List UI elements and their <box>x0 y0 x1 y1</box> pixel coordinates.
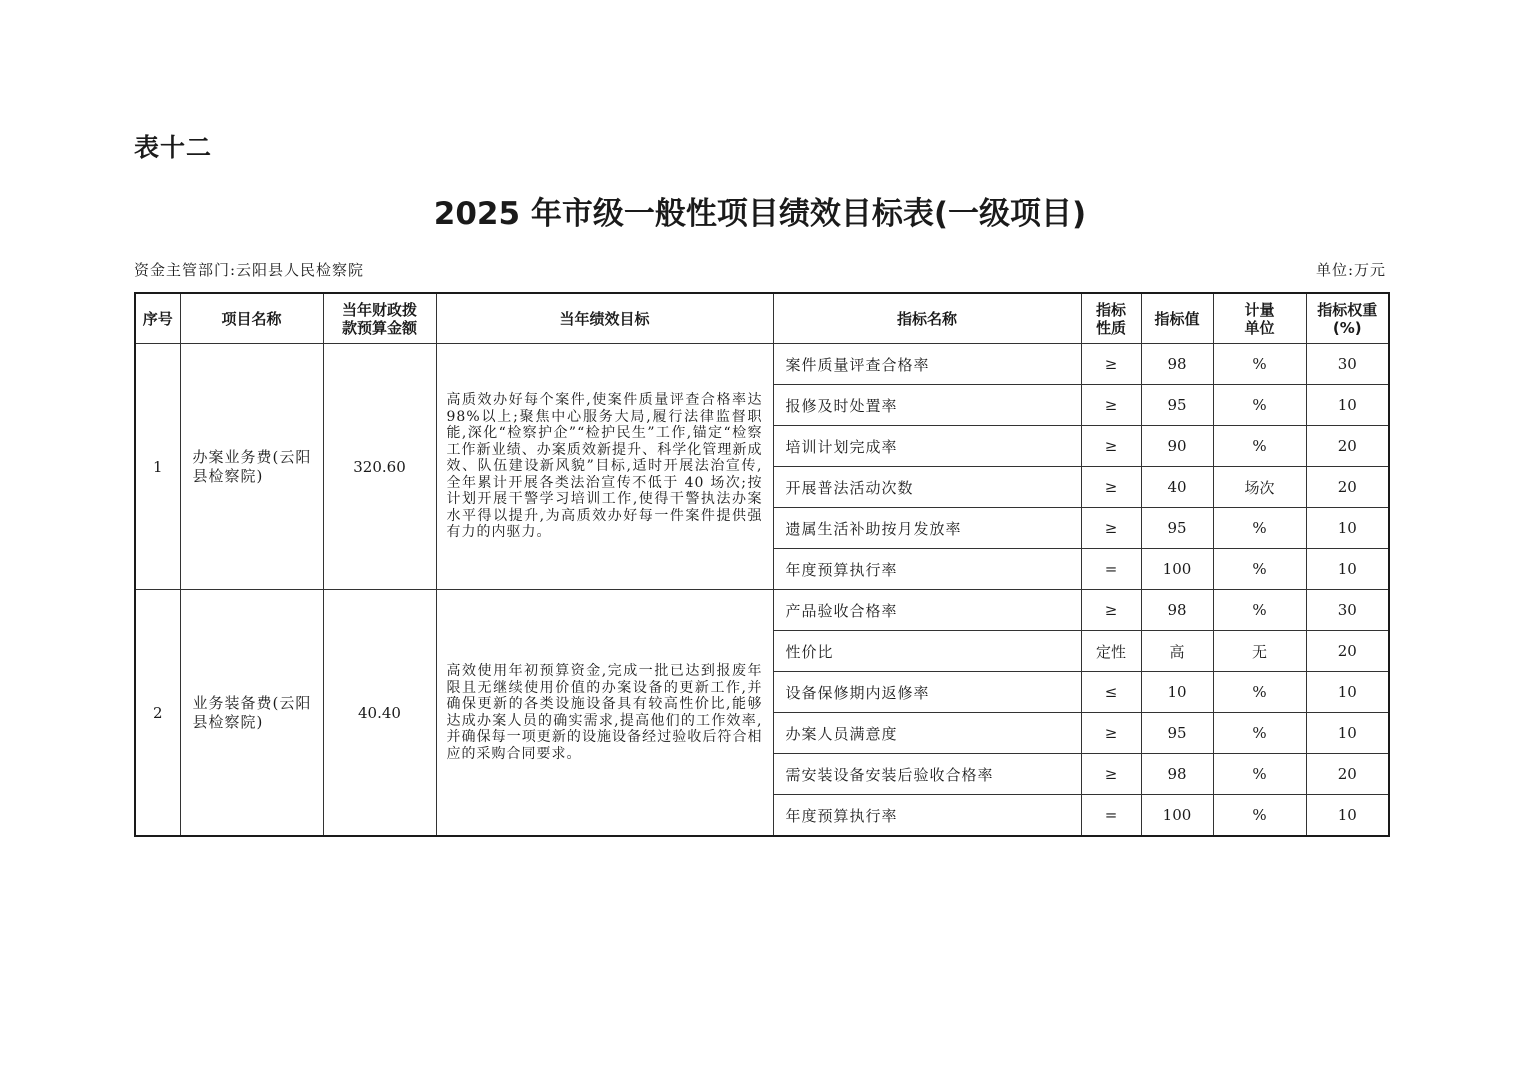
indicator-unit: % <box>1213 754 1306 795</box>
indicator-nature: ≥ <box>1081 508 1141 549</box>
indicator-nature: 定性 <box>1081 631 1141 672</box>
indicator-nature: ≥ <box>1081 590 1141 631</box>
indicator-name: 开展普法活动次数 <box>773 467 1081 508</box>
header-indicator-value: 指标值 <box>1141 293 1213 344</box>
indicator-name: 设备保修期内返修率 <box>773 672 1081 713</box>
indicator-value: 100 <box>1141 795 1213 837</box>
indicator-value: 95 <box>1141 385 1213 426</box>
indicator-nature: ≥ <box>1081 754 1141 795</box>
indicator-value: 高 <box>1141 631 1213 672</box>
indicator-unit: % <box>1213 713 1306 754</box>
indicator-weight: 10 <box>1306 508 1389 549</box>
header-indicator-name: 指标名称 <box>773 293 1081 344</box>
table-row <box>135 344 1389 385</box>
currency-unit: 单位:万元 <box>1315 261 1386 279</box>
header-goal: 当年绩效目标 <box>436 293 773 344</box>
indicator-nature: ≥ <box>1081 385 1141 426</box>
indicator-unit: % <box>1213 795 1306 837</box>
indicator-weight: 20 <box>1306 631 1389 672</box>
indicator-nature: ≤ <box>1081 672 1141 713</box>
indicator-unit: % <box>1213 385 1306 426</box>
indicator-unit: % <box>1213 426 1306 467</box>
indicator-weight: 10 <box>1306 549 1389 590</box>
indicator-name: 年度预算执行率 <box>773 795 1081 837</box>
indicator-nature: ≥ <box>1081 426 1141 467</box>
funding-department: 资金主管部门:云阳县人民检察院 <box>134 261 365 279</box>
project-name: 业务装备费(云阳县检察院) <box>180 590 323 837</box>
project-seq: 1 <box>135 344 180 590</box>
indicator-weight: 30 <box>1306 344 1389 385</box>
project-goal: 高效使用年初预算资金,完成一批已达到报废年限且无继续使用价值的办案设备的更新工作,并确保更新的各类设施设备具有较高性价比,能够达成办案人员的确实需求,提高他们的工作效率,并确保每一项更新的设施设备经过验收后符合相应的采购合同要求。 <box>436 590 773 837</box>
indicator-unit: % <box>1213 344 1306 385</box>
indicator-name: 需安装设备安装后验收合格率 <box>773 754 1081 795</box>
indicator-name: 年度预算执行率 <box>773 549 1081 590</box>
indicator-weight: 10 <box>1306 713 1389 754</box>
indicator-value: 95 <box>1141 508 1213 549</box>
document-title: 2025 年市级一般性项目绩效目标表(一级项目) <box>433 196 1087 232</box>
indicator-nature: ≥ <box>1081 713 1141 754</box>
header-row <box>135 293 1389 344</box>
indicator-name: 报修及时处置率 <box>773 385 1081 426</box>
header-budget: 当年财政拨 款预算金额 <box>323 293 436 344</box>
indicator-value: 40 <box>1141 467 1213 508</box>
indicator-unit: 无 <box>1213 631 1306 672</box>
header-weight: 指标权重 (%) <box>1306 293 1389 344</box>
project-budget: 40.40 <box>323 590 436 837</box>
indicator-name: 性价比 <box>773 631 1081 672</box>
indicator-unit: % <box>1213 672 1306 713</box>
table-row <box>135 590 1389 631</box>
indicator-name: 办案人员满意度 <box>773 713 1081 754</box>
header-seq: 序号 <box>135 293 180 344</box>
indicator-weight: 20 <box>1306 754 1389 795</box>
indicator-unit: 场次 <box>1213 467 1306 508</box>
indicator-weight: 10 <box>1306 672 1389 713</box>
indicator-weight: 20 <box>1306 426 1389 467</box>
indicator-nature: ≥ <box>1081 467 1141 508</box>
table-number-label: 表十二 <box>134 133 213 162</box>
indicator-value: 98 <box>1141 754 1213 795</box>
indicator-unit: % <box>1213 549 1306 590</box>
project-seq: 2 <box>135 590 180 837</box>
indicator-nature: = <box>1081 795 1141 837</box>
indicator-value: 95 <box>1141 713 1213 754</box>
project-goal: 高质效办好每个案件,使案件质量评查合格率达 98%以上;聚焦中心服务大局,履行法律监督职能,深化“检察护企”“检护民生”工作,锚定“检察工作新业绩、办案质效新提升、科学化管理新成效、队伍建设新风貌”目标,适时开展法治宣传,全年累计开展各类法治宣传不低于 40 场次;按计划开展干警学习培训工作,使得干警执法办案水平得以提升,为高质效办好每一件案件提供强有力的内驱力。 <box>436 344 773 590</box>
indicator-nature: = <box>1081 549 1141 590</box>
indicator-nature: ≥ <box>1081 344 1141 385</box>
performance-target-table <box>134 292 1390 837</box>
indicator-value: 98 <box>1141 344 1213 385</box>
indicator-weight: 20 <box>1306 467 1389 508</box>
indicator-name: 案件质量评查合格率 <box>773 344 1081 385</box>
project-budget: 320.60 <box>323 344 436 590</box>
header-measure-unit: 计量 单位 <box>1213 293 1306 344</box>
indicator-value: 10 <box>1141 672 1213 713</box>
indicator-weight: 30 <box>1306 590 1389 631</box>
project-name: 办案业务费(云阳县检察院) <box>180 344 323 590</box>
indicator-value: 98 <box>1141 590 1213 631</box>
indicator-weight: 10 <box>1306 795 1389 837</box>
indicator-unit: % <box>1213 590 1306 631</box>
indicator-weight: 10 <box>1306 385 1389 426</box>
indicator-unit: % <box>1213 508 1306 549</box>
indicator-name: 培训计划完成率 <box>773 426 1081 467</box>
indicator-name: 产品验收合格率 <box>773 590 1081 631</box>
indicator-name: 遗属生活补助按月发放率 <box>773 508 1081 549</box>
table-body <box>135 344 1389 837</box>
indicator-value: 90 <box>1141 426 1213 467</box>
header-project-name: 项目名称 <box>180 293 323 344</box>
indicator-value: 100 <box>1141 549 1213 590</box>
header-indicator-nature: 指标 性质 <box>1081 293 1141 344</box>
